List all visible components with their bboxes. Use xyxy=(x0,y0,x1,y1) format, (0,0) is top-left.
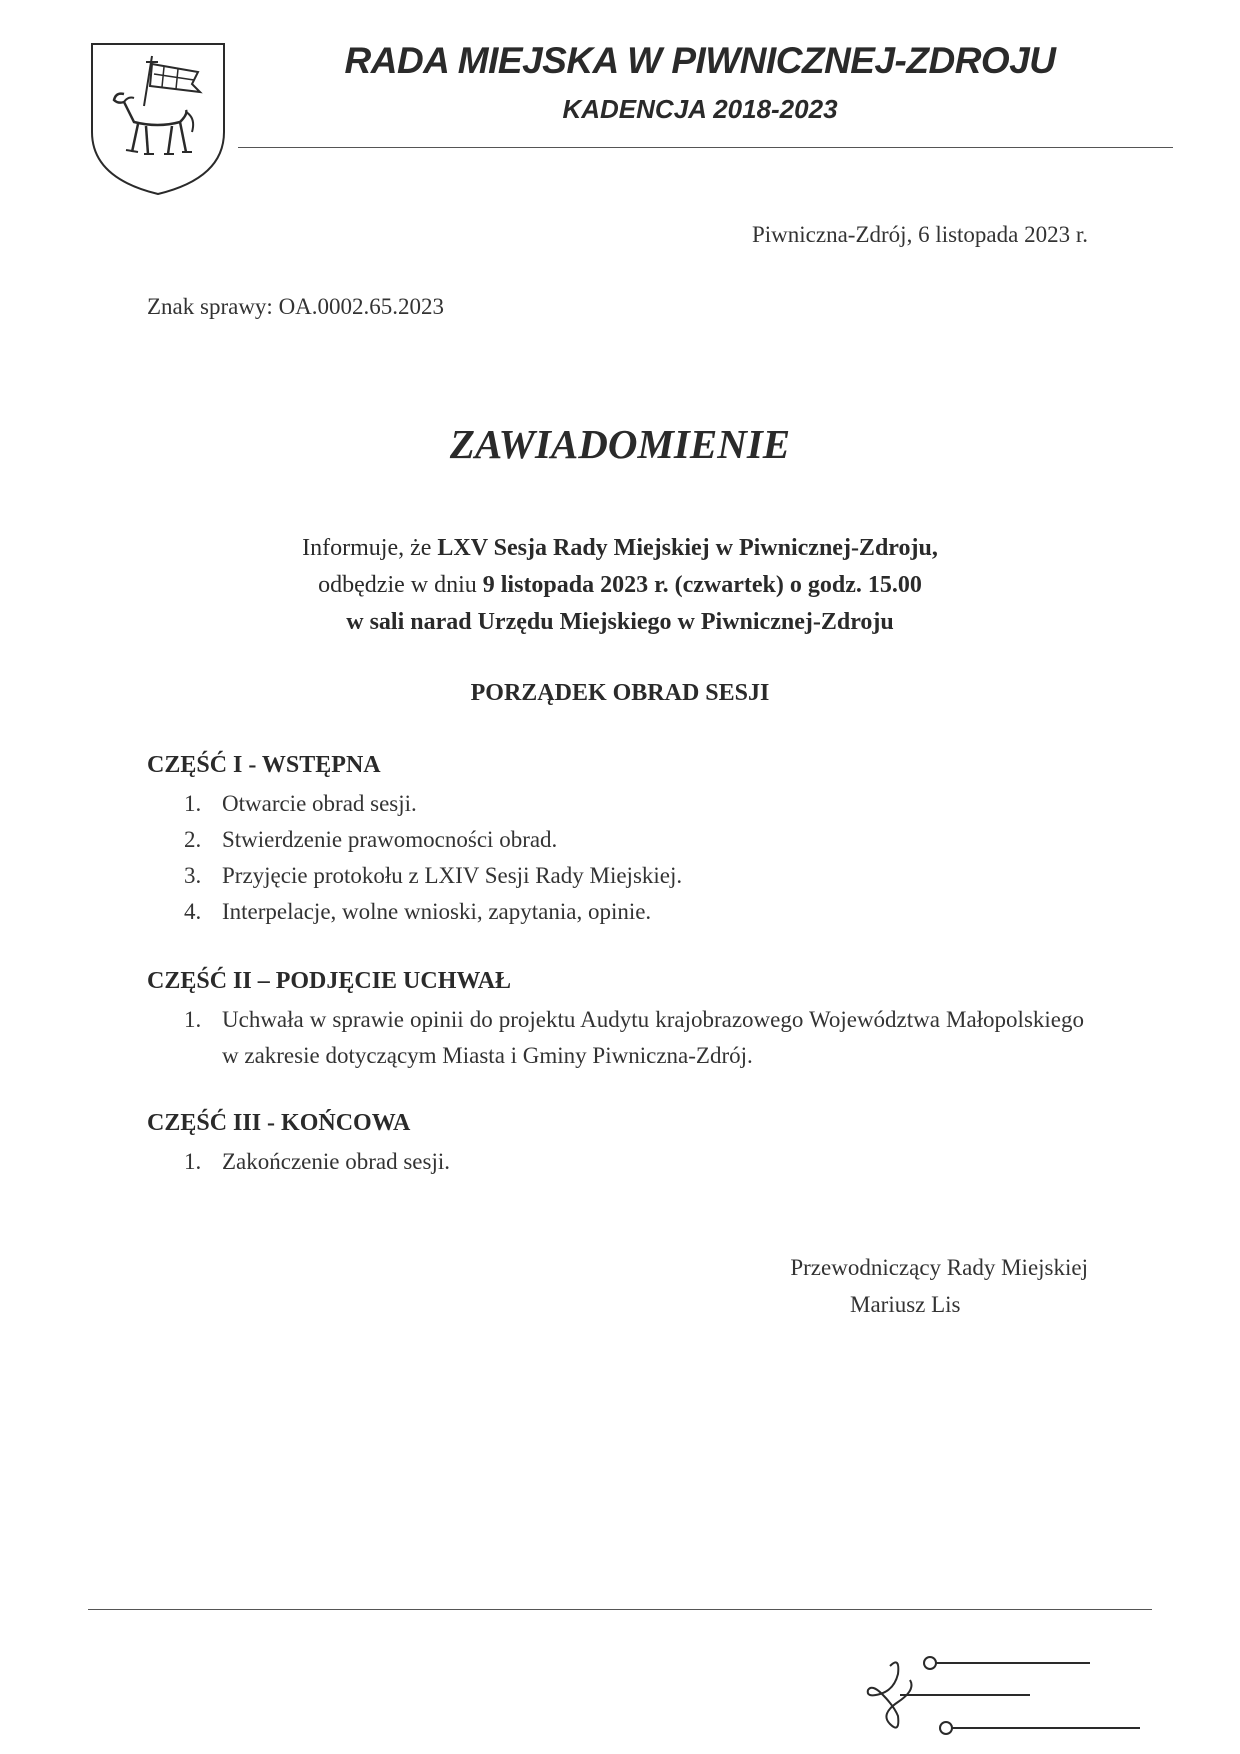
announcement-line-2 xyxy=(0,567,1240,604)
footer-divider xyxy=(88,1609,1152,1610)
council-title: RADA MIEJSKA W PIWNICZNEJ-ZDROJU xyxy=(344,40,1056,81)
list-item xyxy=(184,1144,1084,1180)
session-name: LXV Sesja Rady Miejskiej w Piwnicznej-Zdroju, xyxy=(437,535,938,561)
announcement-line-1 xyxy=(0,530,1240,567)
item-text: Przyjęcie protokołu z LXIV Sesji Rady Miejskiej. xyxy=(222,863,683,888)
case-reference: Znak sprawy: OA.0002.65.2023 xyxy=(147,294,445,319)
place-date: Piwniczna-Zdrój, 6 listopada 2023 r. xyxy=(752,222,1088,247)
item-number: 3. xyxy=(184,863,202,888)
item-number: 1. xyxy=(184,1149,202,1174)
signatory-name: Mariusz Lis xyxy=(850,1292,961,1317)
announcement-text: Informuje, że xyxy=(302,535,438,561)
signatory-role: Przewodniczący Rady Miejskiej xyxy=(790,1255,1088,1280)
section-heading: CZĘŚĆ I - WSTĘPNA xyxy=(147,752,381,778)
item-text: Uchwała w sprawie opinii do projektu Audytu krajobrazowego Województwa Małopolskiego w zakresie dotyczącym Miasta i Gminy Piwniczna-Zdrój. xyxy=(222,1007,1084,1068)
list-item xyxy=(184,1002,1084,1074)
item-number: 1. xyxy=(184,1007,202,1032)
agenda-title: PORZĄDEK OBRAD SESJI xyxy=(470,680,770,706)
session-location: w sali narad Urzędu Miejskiego w Piwnicznej-Zdroju xyxy=(346,609,894,635)
council-term: KADENCJA 2018-2023 xyxy=(562,94,838,124)
item-text: Stwierdzenie prawomocności obrad. xyxy=(222,827,558,852)
list-item xyxy=(184,858,1084,894)
header-divider xyxy=(238,147,1173,148)
item-text: Interpelacje, wolne wnioski, zapytania, opinie. xyxy=(222,899,652,924)
section-heading: CZĘŚĆ III - KOŃCOWA xyxy=(147,1110,411,1136)
announcement-line-3 xyxy=(0,604,1240,641)
item-number: 1. xyxy=(184,791,202,816)
list-item xyxy=(184,894,1084,930)
announcement-text: odbędzie w dniu xyxy=(318,572,483,598)
session-announcement xyxy=(0,530,1240,641)
item-number: 4. xyxy=(184,899,202,924)
item-text: Otwarcie obrad sesji. xyxy=(222,791,417,816)
section-heading: CZĘŚĆ II – PODJĘCIE UCHWAŁ xyxy=(147,968,512,994)
list-item xyxy=(184,822,1084,858)
session-datetime: 9 listopada 2023 r. (czwartek) o godz. 15.00 xyxy=(482,572,922,598)
decorative-ornament-icon xyxy=(850,1650,1150,1740)
coat-of-arms-icon xyxy=(88,40,228,198)
list-item xyxy=(184,786,1084,822)
notice-title: ZAWIADOMIENIE xyxy=(449,421,791,467)
item-text: Zakończenie obrad sesji. xyxy=(222,1149,450,1174)
item-number: 2. xyxy=(184,827,202,852)
